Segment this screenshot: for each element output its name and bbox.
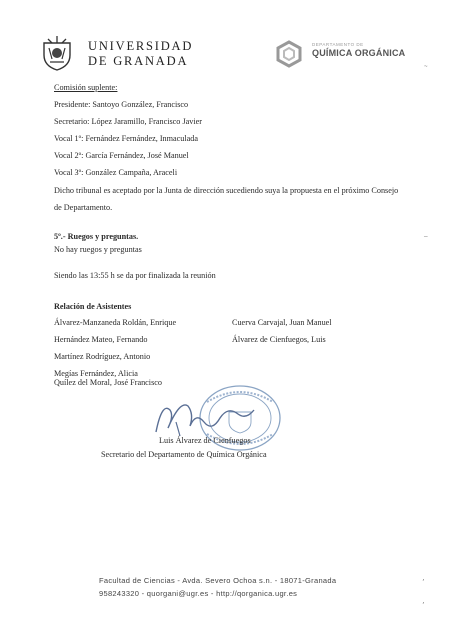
chemistry-hexagon-logo-icon <box>276 40 302 68</box>
footer-contact: 958243320 - quorgani@ugr.es - http://qorganica.ugr.es <box>99 589 298 598</box>
paragraph-line: de Departamento. <box>54 203 113 212</box>
asistente-name: Hernández Mateo, Fernando <box>54 335 148 344</box>
university-name-line1: UNIVERSIDAD <box>88 39 194 53</box>
signatory-name: Luis Álvarez de Cienfuegos <box>159 436 251 445</box>
margin-mark: ~ <box>424 63 428 70</box>
footer-address: Facultad de Ciencias - Avda. Severo Ochoa s.n. - 18071-Granada <box>99 576 337 585</box>
margin-mark: , <box>422 598 426 605</box>
paragraph-line: Dicho tribunal es aceptado por la Junta de dirección sucediendo suya la propuesta en el próximo Consejo <box>54 186 399 195</box>
asistente-name: Martínez Rodríguez, Antonio <box>54 352 151 361</box>
margin-mark: — <box>424 233 428 240</box>
asistente-name: Megías Fernández, Alicia <box>54 369 138 378</box>
department-label: QUÍMICA ORGÁNICA <box>312 48 406 58</box>
asistente-name: Cuerva Carvajal, Juan Manuel <box>232 318 332 327</box>
comision-heading: Comisión suplente: <box>54 83 118 92</box>
department-label-small: DEPARTAMENTO DE <box>312 42 364 47</box>
closing-text: Siendo las 13:55 h se da por finalizada la reunión <box>54 271 216 280</box>
ruegos-text: No hay ruegos y preguntas <box>54 245 142 254</box>
comision-member: Vocal 1º: Fernández Fernández, Inmaculada <box>54 134 199 143</box>
asistentes-heading: Relación de Asistentes <box>54 302 132 311</box>
asistente-name: Álvarez-Manzaneda Roldán, Enrique <box>54 318 177 327</box>
handwritten-signature-icon <box>150 392 260 442</box>
university-crest-icon <box>40 35 74 71</box>
signatory-role: Secretario del Departamento de Química Orgánica <box>101 450 267 459</box>
asistente-name: Álvarez de Cienfuegos, Luis <box>232 335 326 344</box>
comision-member: Vocal 2º: García Fernández, José Manuel <box>54 151 189 160</box>
asistente-name: Quílez del Moral, José Francisco <box>54 378 163 387</box>
comision-member: Vocal 3º: González Campaña, Araceli <box>54 168 178 177</box>
margin-mark: , <box>422 575 426 582</box>
university-name-line2: DE GRANADA <box>88 54 189 68</box>
comision-member: Secretario: López Jaramillo, Francisco Javier <box>54 117 202 126</box>
comision-member: Presidente: Santoyo González, Francisco <box>54 100 189 109</box>
ruegos-heading: 5º.- Ruegos y preguntas. <box>54 232 139 241</box>
